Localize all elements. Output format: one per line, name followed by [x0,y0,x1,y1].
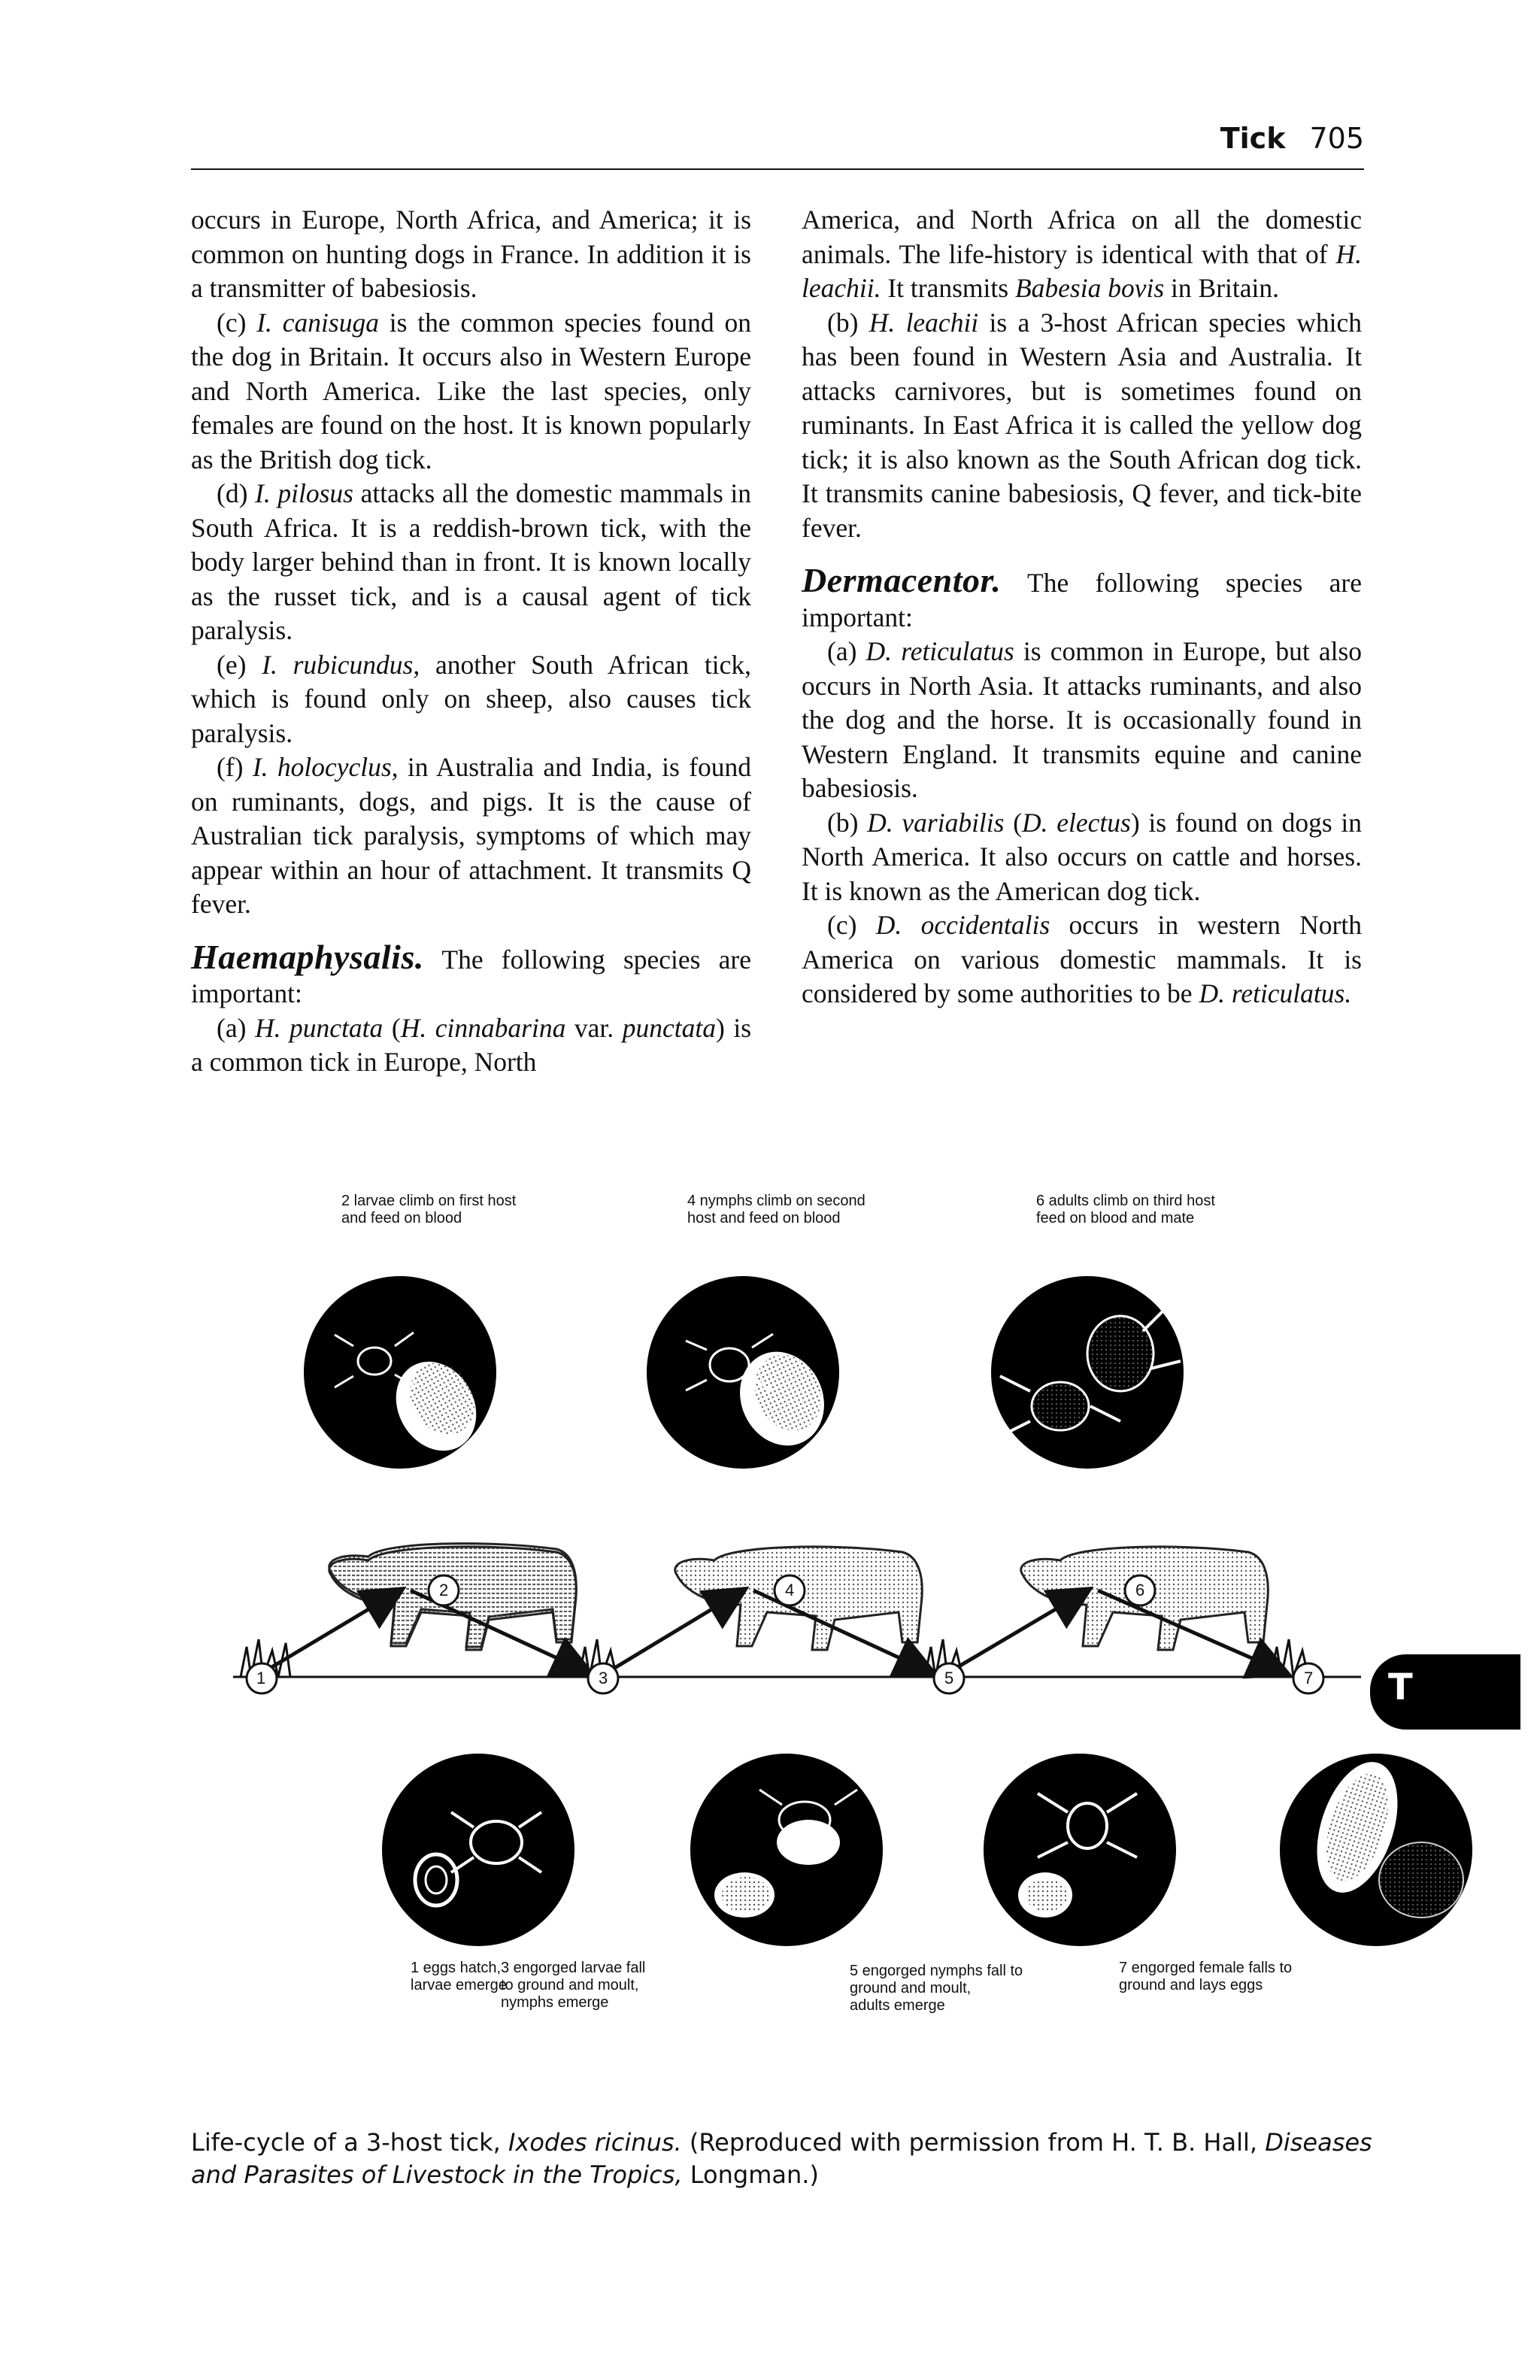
stage-number-3: 3 [599,1669,608,1687]
paragraph-d: (d) I. pilosus attacks all the domestic mammals in South Africa. It is a reddish-brown tick, with the body larger behind than in front. It is known locally as the russet tick, and is a causal agent of tick paralysis. [191,478,752,645]
paragraph: America, and North Africa on all the domestic animals. The life-history is identical with that of H. leachii. It transmits Babesia bovis in Britain. [802,205,1362,303]
paragraph-d-b: (b) D. variabilis (D. electus) is found on dogs in North America. It also occurs on cattle and horses. It is known as the American dog tick. [802,807,1363,906]
stage-number-7: 7 [1304,1669,1314,1687]
figure-caption: Life-cycle of a 3-host tick, Ixodes ricinus. (Reproduced with permission from H. T. B. Hall, Diseases and Parasites of Livestock in the Tropics, Longman.) [191,2128,1372,2189]
stage-5-label: 5 engorged nymphs fall to ground and moult, adults emerge [850,1963,1023,2014]
genus-heading: Dermacentor. [802,561,1002,599]
header-word: Tick [1220,122,1286,155]
stage-number-1: 1 [256,1669,266,1687]
stage-4-label: 4 nymphs climb on second host and feed on blood [687,1193,865,1226]
paragraph-c: (c) I. canisuga is the common species found on the dog in Britain. It occurs also in Western Europe and North America. Like the last species, only females are found on the host. It is known popularly as the British dog tick. [191,307,752,474]
paragraph-d-c: (c) D. occidentalis occurs in western North America on various domestic mammals. It is considered by some authorities to be D. reticulatus. [802,910,1362,1008]
thumb-index-tab: T [1370,1654,1520,1730]
stage-7-label: 7 engorged female falls to ground and lays eggs [1119,1960,1293,1993]
stage-1-label: 1 eggs hatch, larvae emerge [411,1960,507,1993]
stage-1-illustration [382,1754,574,1946]
paragraph-f: (f) I. holocyclus, in Australia and India, is found on ruminants, dogs, and pigs. It is the cause of Australian tick paralysis, symptoms of which may appear within an hour of attachment. It transmits Q fever. [191,752,752,919]
stage-2-illustration [304,1276,496,1469]
genus-heading: Haemaphysalis. [191,937,424,976]
tick-lifecycle-figure [188,1181,1526,2098]
header-rule [191,168,1364,170]
stage-6-label: 6 adults climb on third host feed on blood and mate [1036,1193,1215,1226]
stage-number-6: 6 [1135,1581,1145,1599]
page-number: 705 [1309,122,1364,155]
paragraph-h-a: (a) H. punctata (H. cinnabarina var. punctata) is a common tick in Europe, North [191,1012,752,1077]
paragraph-e: (e) I. rubicundus, another South African tick, which is found only on sheep, also causes tick paralysis. [191,649,751,748]
stage-7-illustration [1280,1752,1472,1946]
stage-4-illustration [647,1276,839,1469]
stage-number-5: 5 [944,1669,954,1687]
stage-6-illustration [991,1276,1184,1469]
stage-2-label: 2 larvae climb on first host and feed on blood [341,1193,517,1226]
stage-3-label: 3 engorged larvae fall to ground and moult, nymphs emerge [501,1960,646,2011]
section-dermacentor: Dermacentor. The following species are important: [802,561,1363,632]
stage-3-illustration [690,1754,883,1946]
running-head [1220,122,1364,155]
section-haemaphysalis: Haemaphysalis. The following species are important: [191,937,752,1008]
left-column [191,203,751,1080]
right-column [802,203,1362,1011]
lifecycle-illustration [188,1181,1526,2098]
paragraph-d-a: (a) D. reticulatus is common in Europe, but also occurs in North Asia. It attacks ruminants, and also the dog and the horse. It is occasionally found in Western England. It transmits equine and canine babesiosis. [802,636,1363,803]
stage-number-4: 4 [785,1581,795,1599]
stage-number-2: 2 [439,1581,449,1599]
paragraph-h-b: (b) H. leachii is a 3-host African species which has been found in Western Asia and Australia. It attacks carnivores, but is sometimes found on ruminants. In East Africa it is called the yellow dog tick; it is also known as the South African dog tick. It transmits canine babesiosis, Q fever, and tick-bite fever. [802,307,1363,543]
stage-5-illustration [984,1754,1176,1946]
paragraph: occurs in Europe, North Africa, and America; it is common on hunting dogs in France. In addition it is a transmitter of babesiosis. [191,205,751,303]
